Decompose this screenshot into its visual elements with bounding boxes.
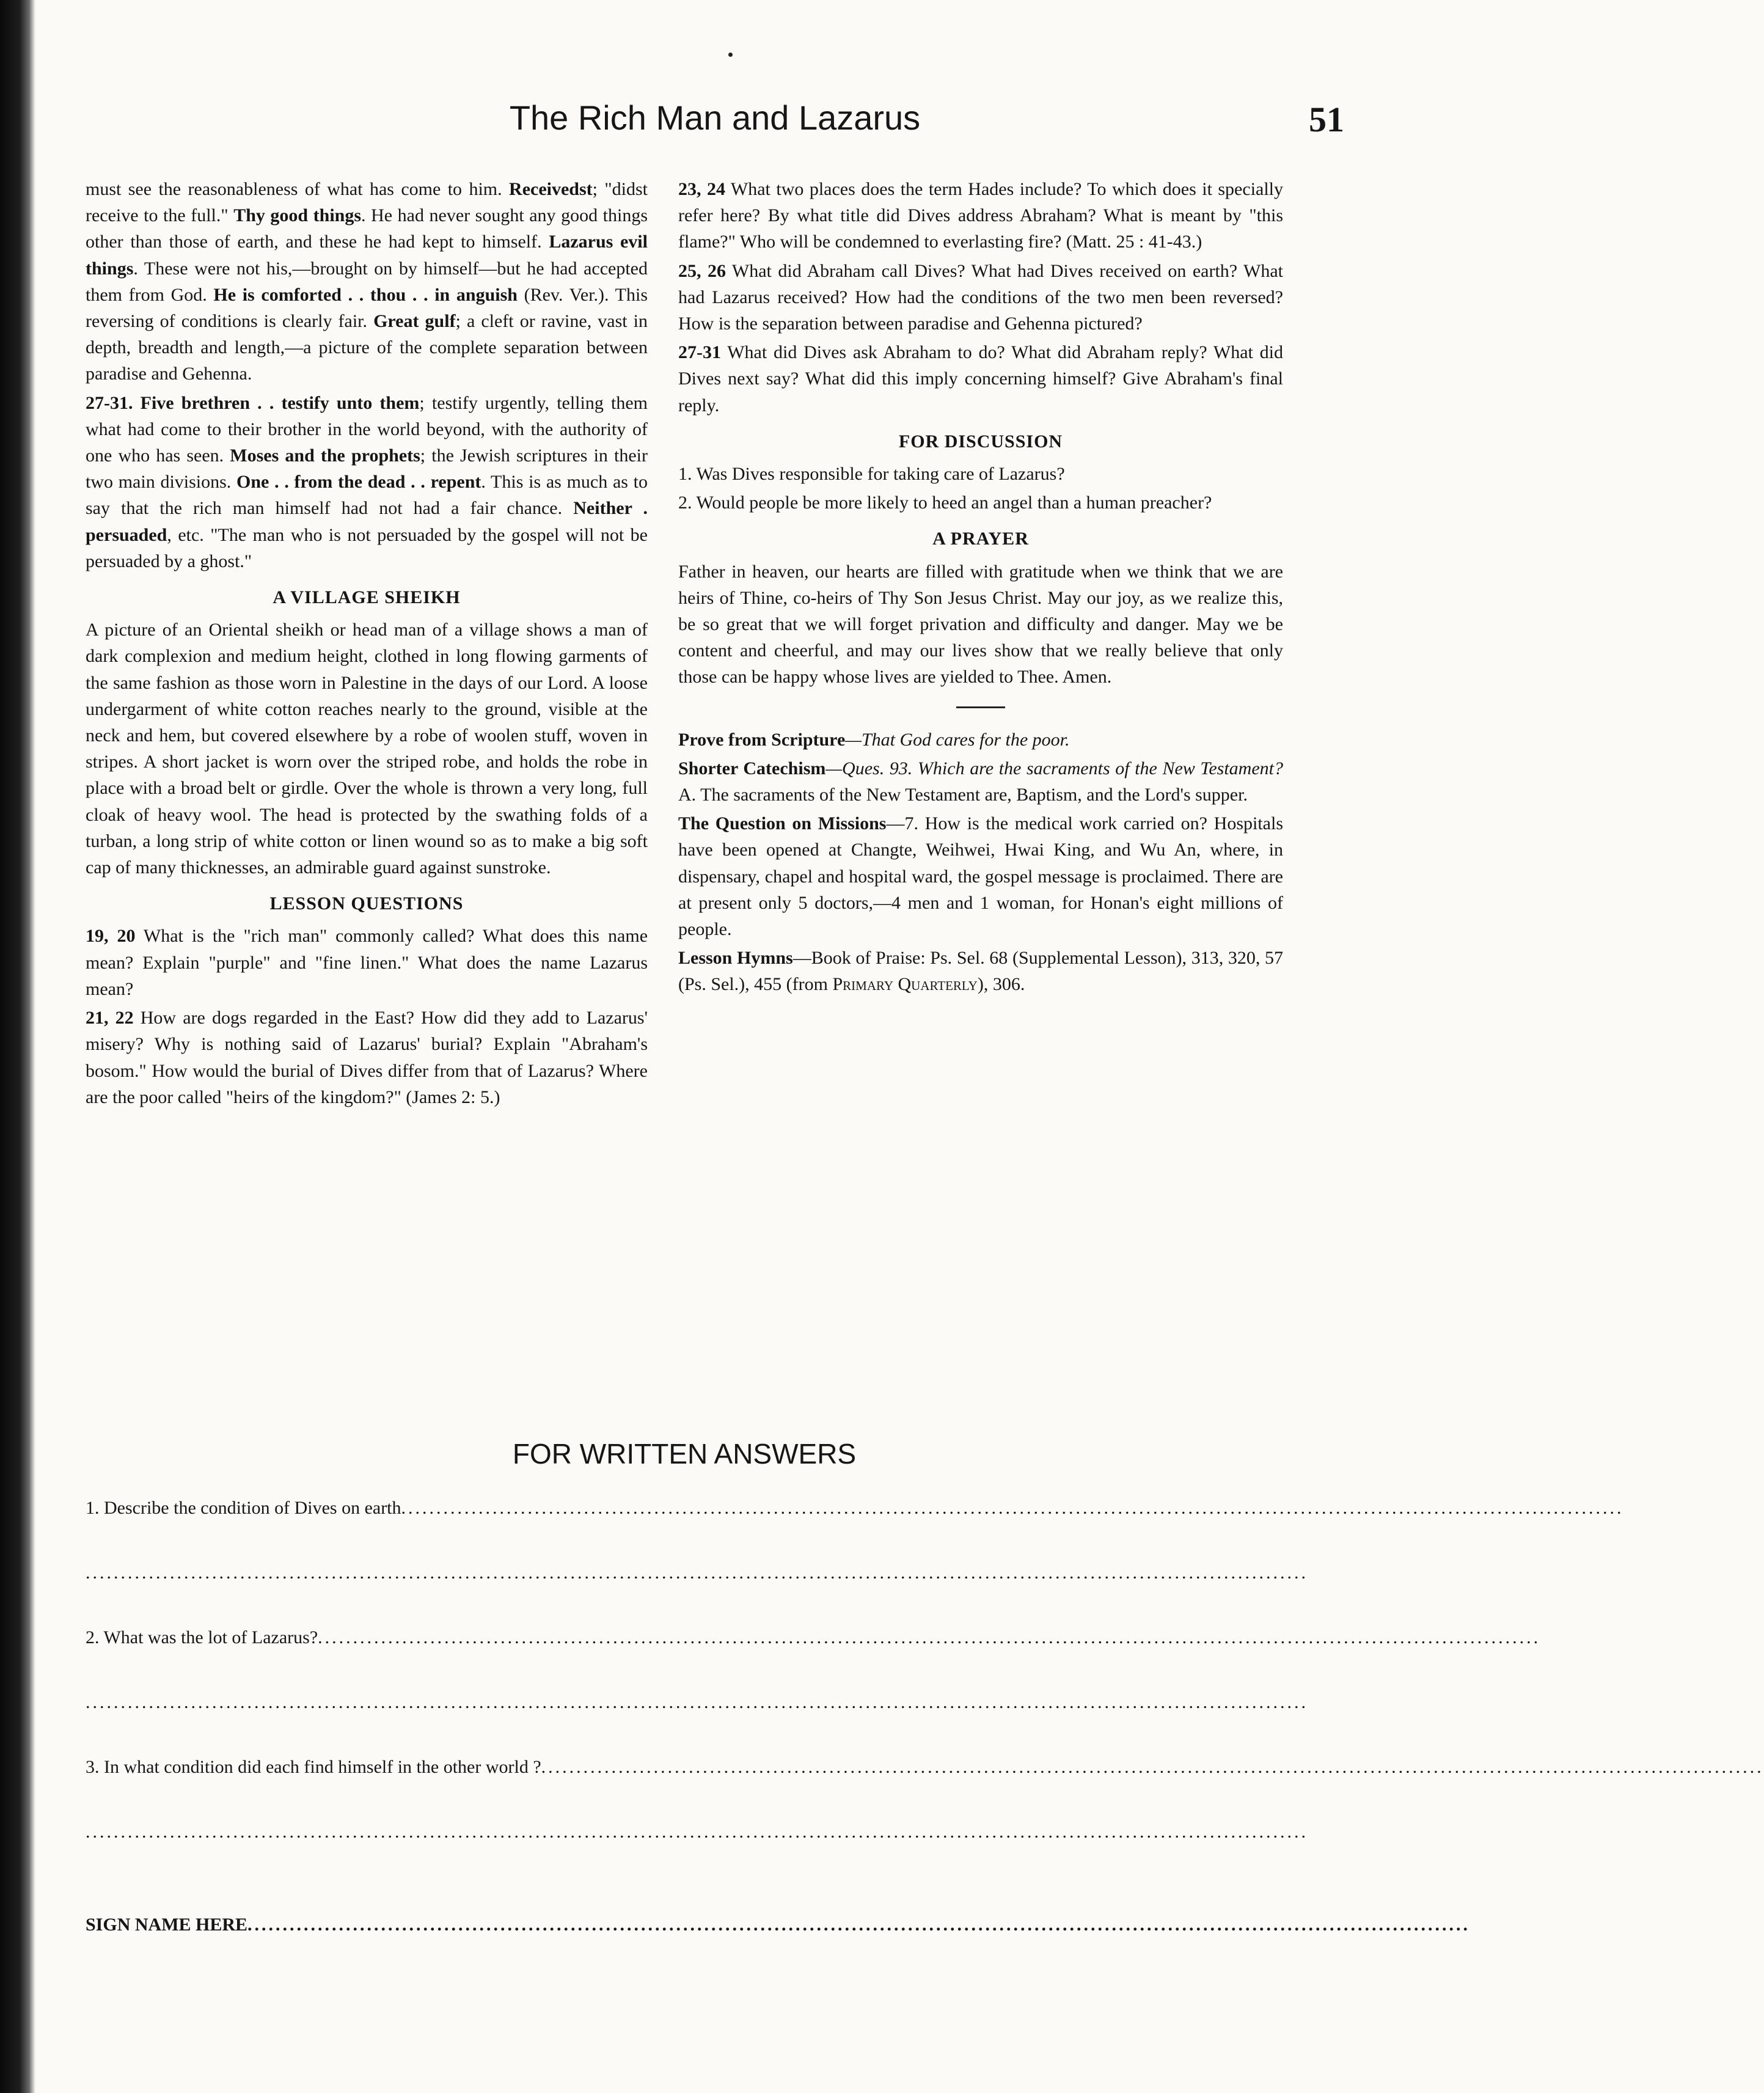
text: —Book of Praise: Ps. Sel. 68 (Supplemental Lesson), 313, 320, 57 (Ps. Sel.), 455 (from xyxy=(678,948,1283,995)
keyword: Thy good things xyxy=(233,205,362,226)
question-text: What did Abraham call Dives? What had Dives received on earth? What had Lazarus received? How had the conditions of the two men been reversed? How is the separation between paradise and Gehenna pictured? xyxy=(678,260,1284,334)
catechism-question: —Ques. 93. Which are the sacraments of the New Testament? xyxy=(825,758,1284,779)
verse-ref: 25, 26 xyxy=(678,260,726,281)
prayer-text: Father in heaven, our hearts are filled with gratitude when we think that we are heirs of Thine, co-heirs of Thy Son Jesus Christ. May our joy, as we realize this, be so great that we will forget privation and difficulty and danger. May we be content and cheerful, and may our lives show that we really believe that only those can be happy whose lives are yielded to Thee. Amen. xyxy=(678,561,1283,687)
label: Prove from Scripture xyxy=(678,729,846,750)
question-text: 1. Describe the condition of Dives on earth xyxy=(86,1498,401,1518)
verse-ref: 23, 24 xyxy=(678,179,725,199)
page-title: The Rich Man and Lazarus xyxy=(509,98,921,137)
question-on-missions xyxy=(678,810,1283,942)
binding-edge xyxy=(0,0,35,2093)
sign-name-field[interactable] xyxy=(86,1912,1471,1938)
question-text: What is the "rich man" commonly called? What does this name mean? Explain "purple" and "fine linen." What does the name Lazarus mean? xyxy=(86,926,648,999)
written-answers-section xyxy=(86,1437,1764,1938)
keyword: One . . from the dead . . repent xyxy=(236,472,481,493)
keyword: Lazarus evil things xyxy=(86,232,648,279)
section-title-prayer: A PRAYER xyxy=(932,529,1029,549)
text: Primary Quarterly xyxy=(832,974,978,995)
keyword: Moses and the prophets xyxy=(230,445,420,466)
written-question-2[interactable] xyxy=(86,1624,1541,1651)
scan-speck xyxy=(728,53,733,57)
answer-dots: .............................................................................................................................................................................. xyxy=(86,1563,1308,1583)
verse-ref: 27-31 xyxy=(678,342,721,363)
text: ), 306. xyxy=(977,974,1025,995)
prove-from-scripture xyxy=(678,727,1283,753)
answer-dots: .............................................................................................................................................................................. xyxy=(247,1915,1471,1935)
text: , etc. "The man who is not persuaded by the gospel will not be persuaded by a ghost." xyxy=(86,524,648,571)
answer-line[interactable] xyxy=(86,1560,1308,1586)
written-question-3[interactable] xyxy=(86,1754,1764,1781)
text: (Rev. Ver.). This reversing of conditions is clearly fair. xyxy=(86,284,648,332)
question-text: 2. What was the lot of Lazarus? xyxy=(86,1627,318,1648)
written-question-1[interactable] xyxy=(86,1495,1624,1522)
question-text: What did Dives ask Abraham to do? What did Abraham reply? What did Dives next say? What did this imply concerning himself? Give Abraham's final reply. xyxy=(678,342,1283,416)
text: —That God cares for the poor. xyxy=(845,729,1070,750)
text: ; testify urgently, telling them what had come to their brother in the world beyond, with the authority of one who has seen. xyxy=(86,392,648,466)
text: . He had never sought any good things other than those of earth, and these he had kept to himself. xyxy=(86,205,648,252)
right-column xyxy=(678,176,1283,998)
keyword: 27-31. Five brethren . . testify unto them xyxy=(86,392,420,413)
label: Shorter Catechism xyxy=(678,758,826,779)
answer-dots: .............................................................................................................................................................................. xyxy=(318,1627,1541,1648)
text: . These were not his,—brought on by himself—but he had accepted them from God. xyxy=(86,258,648,305)
written-answers-title: FOR WRITTEN ANSWERS xyxy=(512,1438,857,1470)
question-item xyxy=(86,1005,648,1110)
keyword: Receivedst xyxy=(509,179,593,199)
answer-line[interactable] xyxy=(86,1819,1308,1846)
keyword: He is comforted . . thou . . in anguish xyxy=(213,284,518,305)
left-column xyxy=(86,176,648,1110)
divider xyxy=(956,706,1005,708)
answer-dots: .............................................................................................................................................................................. xyxy=(401,1498,1624,1518)
section-title-village-sheikh: A VILLAGE SHEIKH xyxy=(273,587,461,608)
keyword: Great gulf xyxy=(373,311,456,332)
verse-ref: 21, 22 xyxy=(86,1008,134,1028)
section-title-lesson-questions: LESSON QUESTIONS xyxy=(269,893,464,914)
label: Lesson Hymns xyxy=(678,948,793,969)
lesson-hymns xyxy=(678,945,1283,997)
question-text: How are dogs regarded in the East? How did they add to Lazarus' misery? Why is nothing said of Lazarus' burial? Explain "Abraham's bosom." How would the burial of Dives differ from that of Lazarus? Where are the poor called "heirs of the kingdom?" (James 2: 5.) xyxy=(86,1008,648,1107)
text: must see the reasonableness of what has come to him. xyxy=(86,179,510,199)
keyword: Neither . persuaded xyxy=(86,498,648,545)
question-text: 3. In what condition did each find himself in the other world ? xyxy=(86,1757,541,1777)
text: ; "didst receive to the full." xyxy=(86,179,648,226)
answer-dots: .............................................................................................................................................................................. xyxy=(541,1757,1764,1777)
discussion-item: 1. Was Dives responsible for taking care of Lazarus? xyxy=(678,464,1065,485)
question-item xyxy=(678,339,1283,419)
label: The Question on Missions xyxy=(678,813,887,834)
question-item xyxy=(678,176,1283,255)
page-number: 51 xyxy=(1309,100,1344,139)
verse-ref: 19, 20 xyxy=(86,926,136,947)
text: —7. How is the medical work carried on? Hospitals have been opened at Changte, Weihwei, Hwai King, and Wu An, where, in dispensary, chapel and hospital ward, the gospel message is proclaimed. There are at present only 5 doctors,—4 men and 1 woman, for Honan's eight millions of people. xyxy=(678,813,1283,940)
sign-label: SIGN NAME HERE xyxy=(86,1915,248,1935)
question-item xyxy=(678,258,1283,337)
question-text: What two places does the term Hades include? To which does it specially refer here? By what title did Dives address Abraham? What is meant by "this flame?" Who will be condemned to everlasting fire? (Matt. 25 : 41-43.) xyxy=(678,179,1284,252)
section-title-discussion: FOR DISCUSSION xyxy=(898,431,1063,452)
commentary-paragraph xyxy=(86,176,648,387)
commentary-paragraph xyxy=(86,390,648,574)
catechism-answer: A. The sacraments of the New Testament are, Baptism, and the Lord's supper. xyxy=(678,785,1248,805)
text: . This is as much as to say that the rich man himself had not had a fair chance. xyxy=(86,472,648,519)
text: ; the Jewish scriptures in their two main divisions. xyxy=(86,445,648,493)
discussion-item: 2. Would people be more likely to heed an angel than a human preacher? xyxy=(678,493,1212,513)
question-item xyxy=(86,923,648,1002)
shorter-catechism xyxy=(678,755,1283,808)
page-header xyxy=(86,98,1344,153)
text: ; a cleft or ravine, vast in depth, breadth and length,—a picture of the complete separation between paradise and Gehenna. xyxy=(86,311,648,384)
answer-dots: .............................................................................................................................................................................. xyxy=(86,1692,1308,1712)
village-sheikh-text: A picture of an Oriental sheikh or head man of a village shows a man of dark complexion and medium height, clothed in long flowing garments of the same fashion as those worn in Palestine in the days of our Lord. A loose undergarment of white cotton reaches nearly to the ground, visible at the neck and hem, but covered elsewhere by a robe of woolen stuff, woven in stripes. A short jacket is worn over the striped robe, and holds the robe in place with a broad belt or girdle. Over the whole is thrown a very long, full cloak of heavy wool. The head is protected by the swathing folds of a turban, a long strip of white cotton or linen wound so as to make a big soft cap of many thicknesses, an admirable guard against sunstroke. xyxy=(86,620,648,878)
answer-line[interactable] xyxy=(86,1689,1308,1716)
answer-dots: .............................................................................................................................................................................. xyxy=(86,1822,1308,1842)
